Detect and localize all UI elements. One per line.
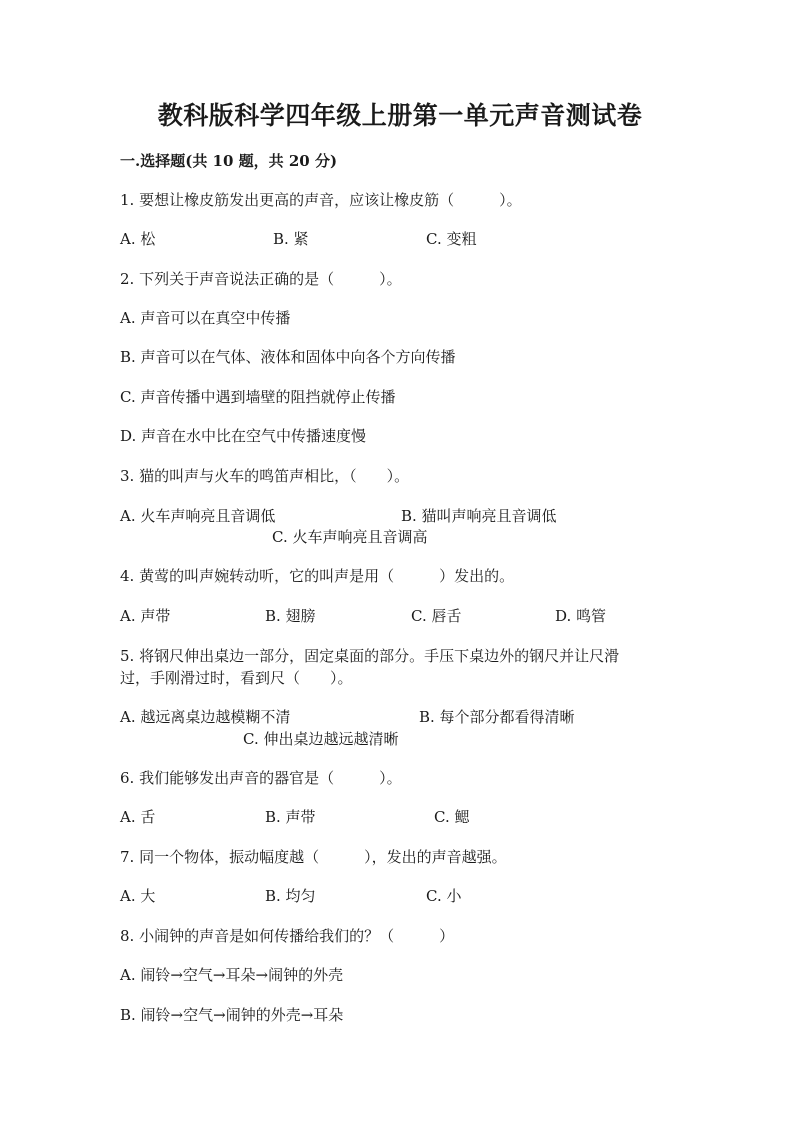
question-2-option-d: D. 声音在水中比在空气中传播速度慢	[120, 427, 367, 445]
section-heading: 一.选择题(共 10 题，共 20 分)	[120, 152, 338, 170]
question-3-stem: 3. 猫的叫声与火车的鸣笛声相比，（ ）。	[120, 467, 410, 485]
page-title: 教科版科学四年级上册第一单元声音测试卷	[157, 101, 643, 130]
question-2-option-a: A. 声音可以在真空中传播	[120, 309, 291, 327]
question-6-option-c: C. 鳃	[434, 808, 470, 826]
question-3-option-a: A. 火车声响亮且音调低	[120, 507, 276, 525]
question-3-option-c: C. 火车声响亮且音调高	[272, 528, 428, 546]
question-4-option-b: B. 翅膀	[265, 607, 316, 625]
question-1-stem: 1. 要想让橡皮筋发出更高的声音，应该让橡皮筋（ ）。	[120, 191, 522, 209]
question-6-option-a: A. 舌	[120, 808, 156, 826]
question-8-stem: 8. 小闹钟的声音是如何传播给我们的？（ ）	[120, 927, 455, 945]
question-1-option-c: C. 变粗	[426, 230, 477, 248]
question-8-option-b: B. 闹铃→空气→闹钟的外壳→耳朵	[120, 1006, 344, 1024]
question-5-option-a: A. 越远离桌边越模糊不清	[120, 708, 291, 726]
question-2-option-c: C. 声音传播中遇到墙壁的阻挡就停止传播	[120, 388, 396, 406]
question-7-option-b: B. 均匀	[265, 887, 316, 905]
question-7-option-c: C. 小	[426, 887, 462, 905]
question-1-option-b: B. 紧	[273, 230, 309, 248]
question-5-option-b: B. 每个部分都看得清晰	[419, 708, 575, 726]
question-7-stem: 7. 同一个物体，振动幅度越（ ），发出的声音越强。	[120, 848, 507, 866]
question-1-option-a: A. 松	[120, 230, 156, 248]
question-4-option-c: C. 唇舌	[411, 607, 462, 625]
question-4-option-a: A. 声带	[120, 607, 171, 625]
question-6-option-b: B. 声带	[265, 808, 316, 826]
question-3-option-b: B. 猫叫声响亮且音调低	[401, 507, 557, 525]
question-7-option-a: A. 大	[120, 887, 156, 905]
question-4-stem: 4. 黄莺的叫声婉转动听，它的叫声是用（ ）发出的。	[120, 567, 515, 585]
question-5-stem-line-2: 过，手刚滑过时，看到尺（ ）。	[120, 669, 353, 687]
question-8-option-a: A. 闹铃→空气→耳朵→闹钟的外壳	[120, 966, 344, 984]
question-6-stem: 6. 我们能够发出声音的器官是（ ）。	[120, 769, 402, 787]
question-2-option-b: B. 声音可以在气体、液体和固体中向各个方向传播	[120, 348, 456, 366]
question-5-option-c: C. 伸出桌边越远越清晰	[243, 730, 399, 748]
question-4-option-d: D. 鸣管	[555, 607, 607, 625]
question-2-stem: 2. 下列关于声音说法正确的是（ ）。	[120, 270, 402, 288]
question-5-stem-line-1: 5. 将钢尺伸出桌边一部分，固定桌面的部分。手压下桌边外的钢尺并让尺滑	[120, 647, 620, 665]
